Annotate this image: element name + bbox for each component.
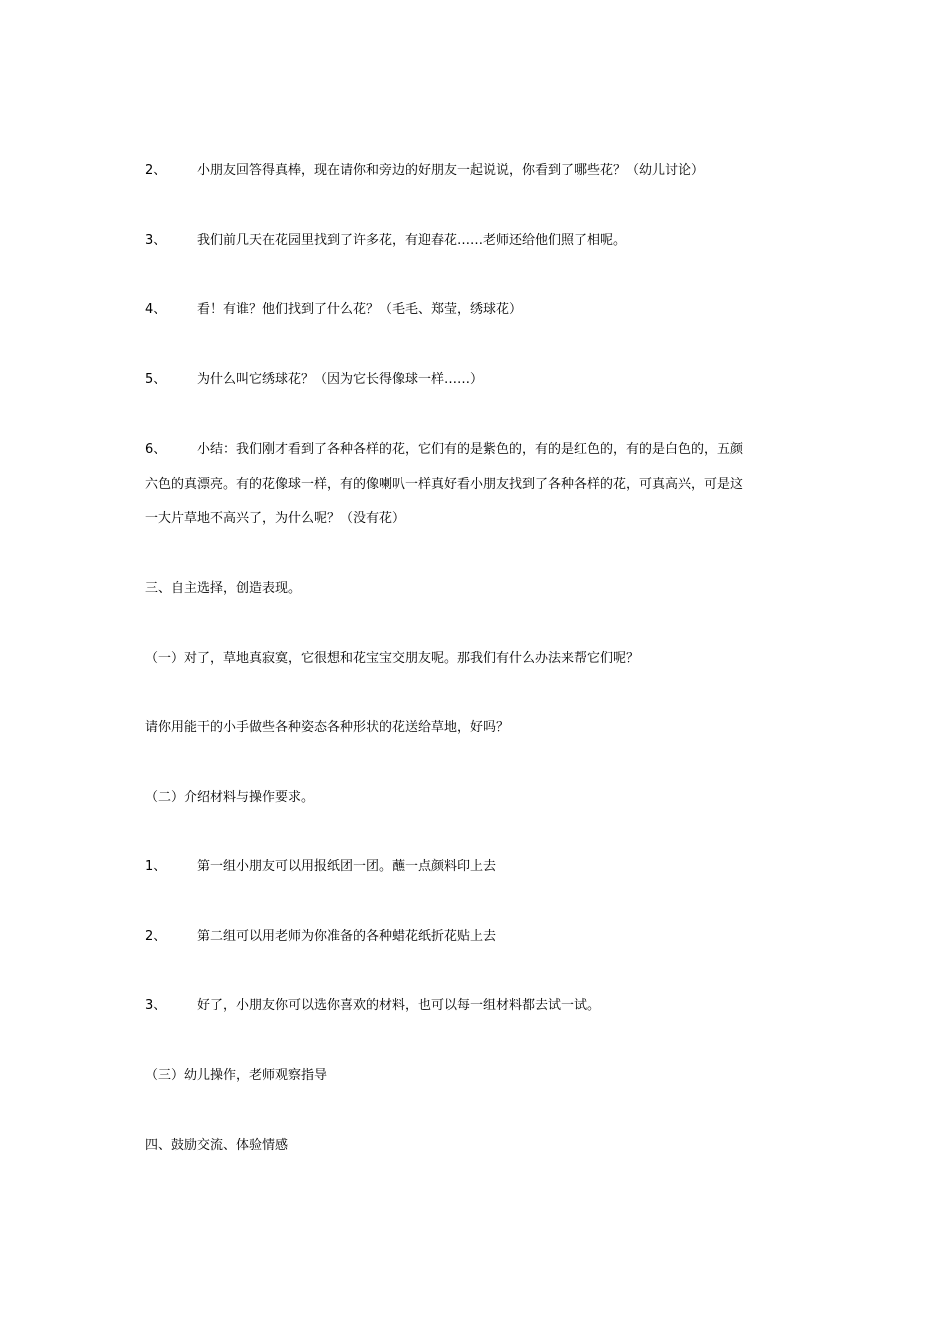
paragraph-continuation: 一大片草地不高兴了，为什么呢？（没有花） [145,511,406,526]
list-item [145,928,815,946]
list-number: 2、 [145,163,167,178]
list-number: 3、 [145,998,167,1013]
list-text: 小朋友回答得真棒，现在请你和旁边的好朋友一起说说，你看到了哪些花？（幼儿讨论） [197,163,705,178]
list-item [145,858,815,876]
list-number: 5、 [145,372,167,387]
list-item [145,371,815,389]
list-text: 我们前几天在花园里找到了许多花，有迎春花……老师还给他们照了相呢。 [197,233,627,248]
list-item [145,997,815,1015]
subsection-heading: （二）介绍材料与操作要求。 [145,790,315,805]
list-text: 第二组可以用老师为你准备的各种蜡花纸折花贴上去 [197,929,497,944]
list-number: 1、 [145,859,167,874]
list-item [145,162,815,180]
subsection-heading: （一）对了，草地真寂寞，它很想和花宝宝交朋友呢。那我们有什么办法来帮它们呢？ [145,651,640,666]
list-number: 3、 [145,233,167,248]
list-text: 为什么叫它绣球花？（因为它长得像球一样……） [197,372,484,387]
section-heading: 三、自主选择，创造表现。 [145,581,302,596]
list-text: 好了，小朋友你可以选你喜欢的材料，也可以每一组材料都去试一试。 [197,998,601,1013]
section-heading: 四、鼓励交流、体验情感 [145,1138,289,1153]
list-item [145,232,815,250]
list-item [145,301,815,319]
list-number: 2、 [145,929,167,944]
subsection-heading: （三）幼儿操作，老师观察指导 [145,1068,328,1083]
list-item [145,441,815,459]
paragraph-continuation: 六色的真漂亮。有的花像球一样，有的像喇叭一样真好看小朋友找到了各种各样的花，可真高兴，可是这 [145,477,744,492]
paragraph: 请你用能干的小手做些各种姿态各种形状的花送给草地，好吗？ [145,720,510,735]
list-text: 看！有谁？他们找到了什么花？（毛毛、郑莹，绣球花） [197,302,523,317]
list-text: 第一组小朋友可以用报纸团一团。蘸一点颜料印上去 [197,859,497,874]
list-number: 6、 [145,442,167,457]
list-text: 小结：我们刚才看到了各种各样的花，它们有的是紫色的，有的是红色的，有的是白色的，五颜 [197,442,744,457]
list-number: 4、 [145,302,167,317]
